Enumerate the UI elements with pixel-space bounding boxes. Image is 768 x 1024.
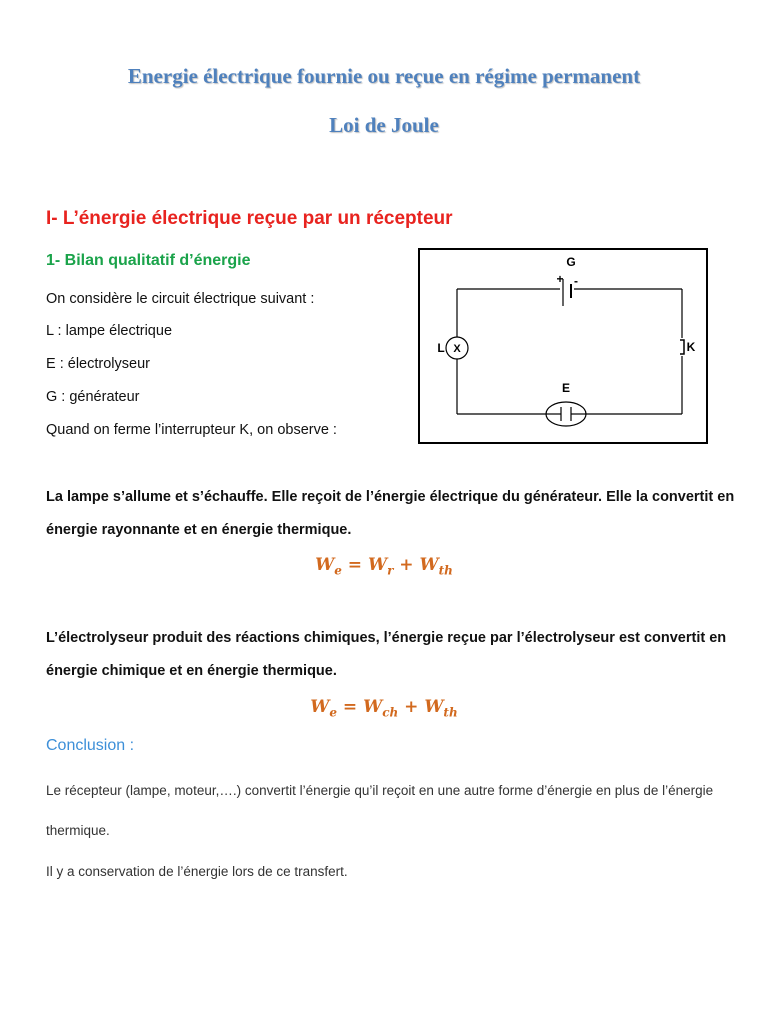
intro-line: G : générateur <box>46 389 140 405</box>
label-l: L <box>437 341 445 355</box>
label-k: K <box>686 340 696 354</box>
conclusion-text: Le récepteur (lampe, moteur,….) convertit l’énergie qu’il reçoit en une autre forme d’énergie en plus de l’énergie thermique. <box>46 783 714 838</box>
label-e: E <box>561 381 571 395</box>
label-plus: + <box>556 272 564 286</box>
page-title: Energie électrique fournie ou reçue en régime permanent <box>127 64 641 88</box>
intro-line: Quand on ferme l’interrupteur K, on observe : <box>46 422 337 438</box>
section-heading: I- L’énergie électrique reçue par un récepteur <box>46 208 453 229</box>
intro-line: E : électrolyseur <box>46 356 150 372</box>
equation-lamp: $W_e = W_r + W_{th}$ <box>315 555 453 578</box>
paragraph-electrolyser: L’électrolyseur produit des réactions chimiques, l’énergie reçue par l’électrolyseur est convertit en énergie chimique et en énergie thermique. <box>46 630 727 679</box>
paragraph-lamp: La lampe s’allume et s’échauffe. Elle reçoit de l’énergie électrique du générateur. Elle la convertit en énergie rayonnante et en énergie thermique. <box>46 489 735 538</box>
conclusion-heading: Conclusion : <box>46 737 135 754</box>
subsection-heading: 1- Bilan qualitatif d’énergie <box>46 252 251 269</box>
intro-line: On considère le circuit électrique suivant : <box>46 291 315 307</box>
page-subtitle: Loi de Joule <box>329 113 439 137</box>
intro-line: L : lampe électrique <box>46 323 173 339</box>
label-minus: - <box>574 274 578 288</box>
conclusion-text-2: Il y a conservation de l’énergie lors de ce transfert. <box>46 864 348 879</box>
label-g: G <box>566 255 576 269</box>
circuit-diagram <box>418 248 708 444</box>
label-x: X <box>453 343 461 355</box>
equation-electrolyser: $W_e = W_{ch} + W_{th}$ <box>310 697 458 720</box>
